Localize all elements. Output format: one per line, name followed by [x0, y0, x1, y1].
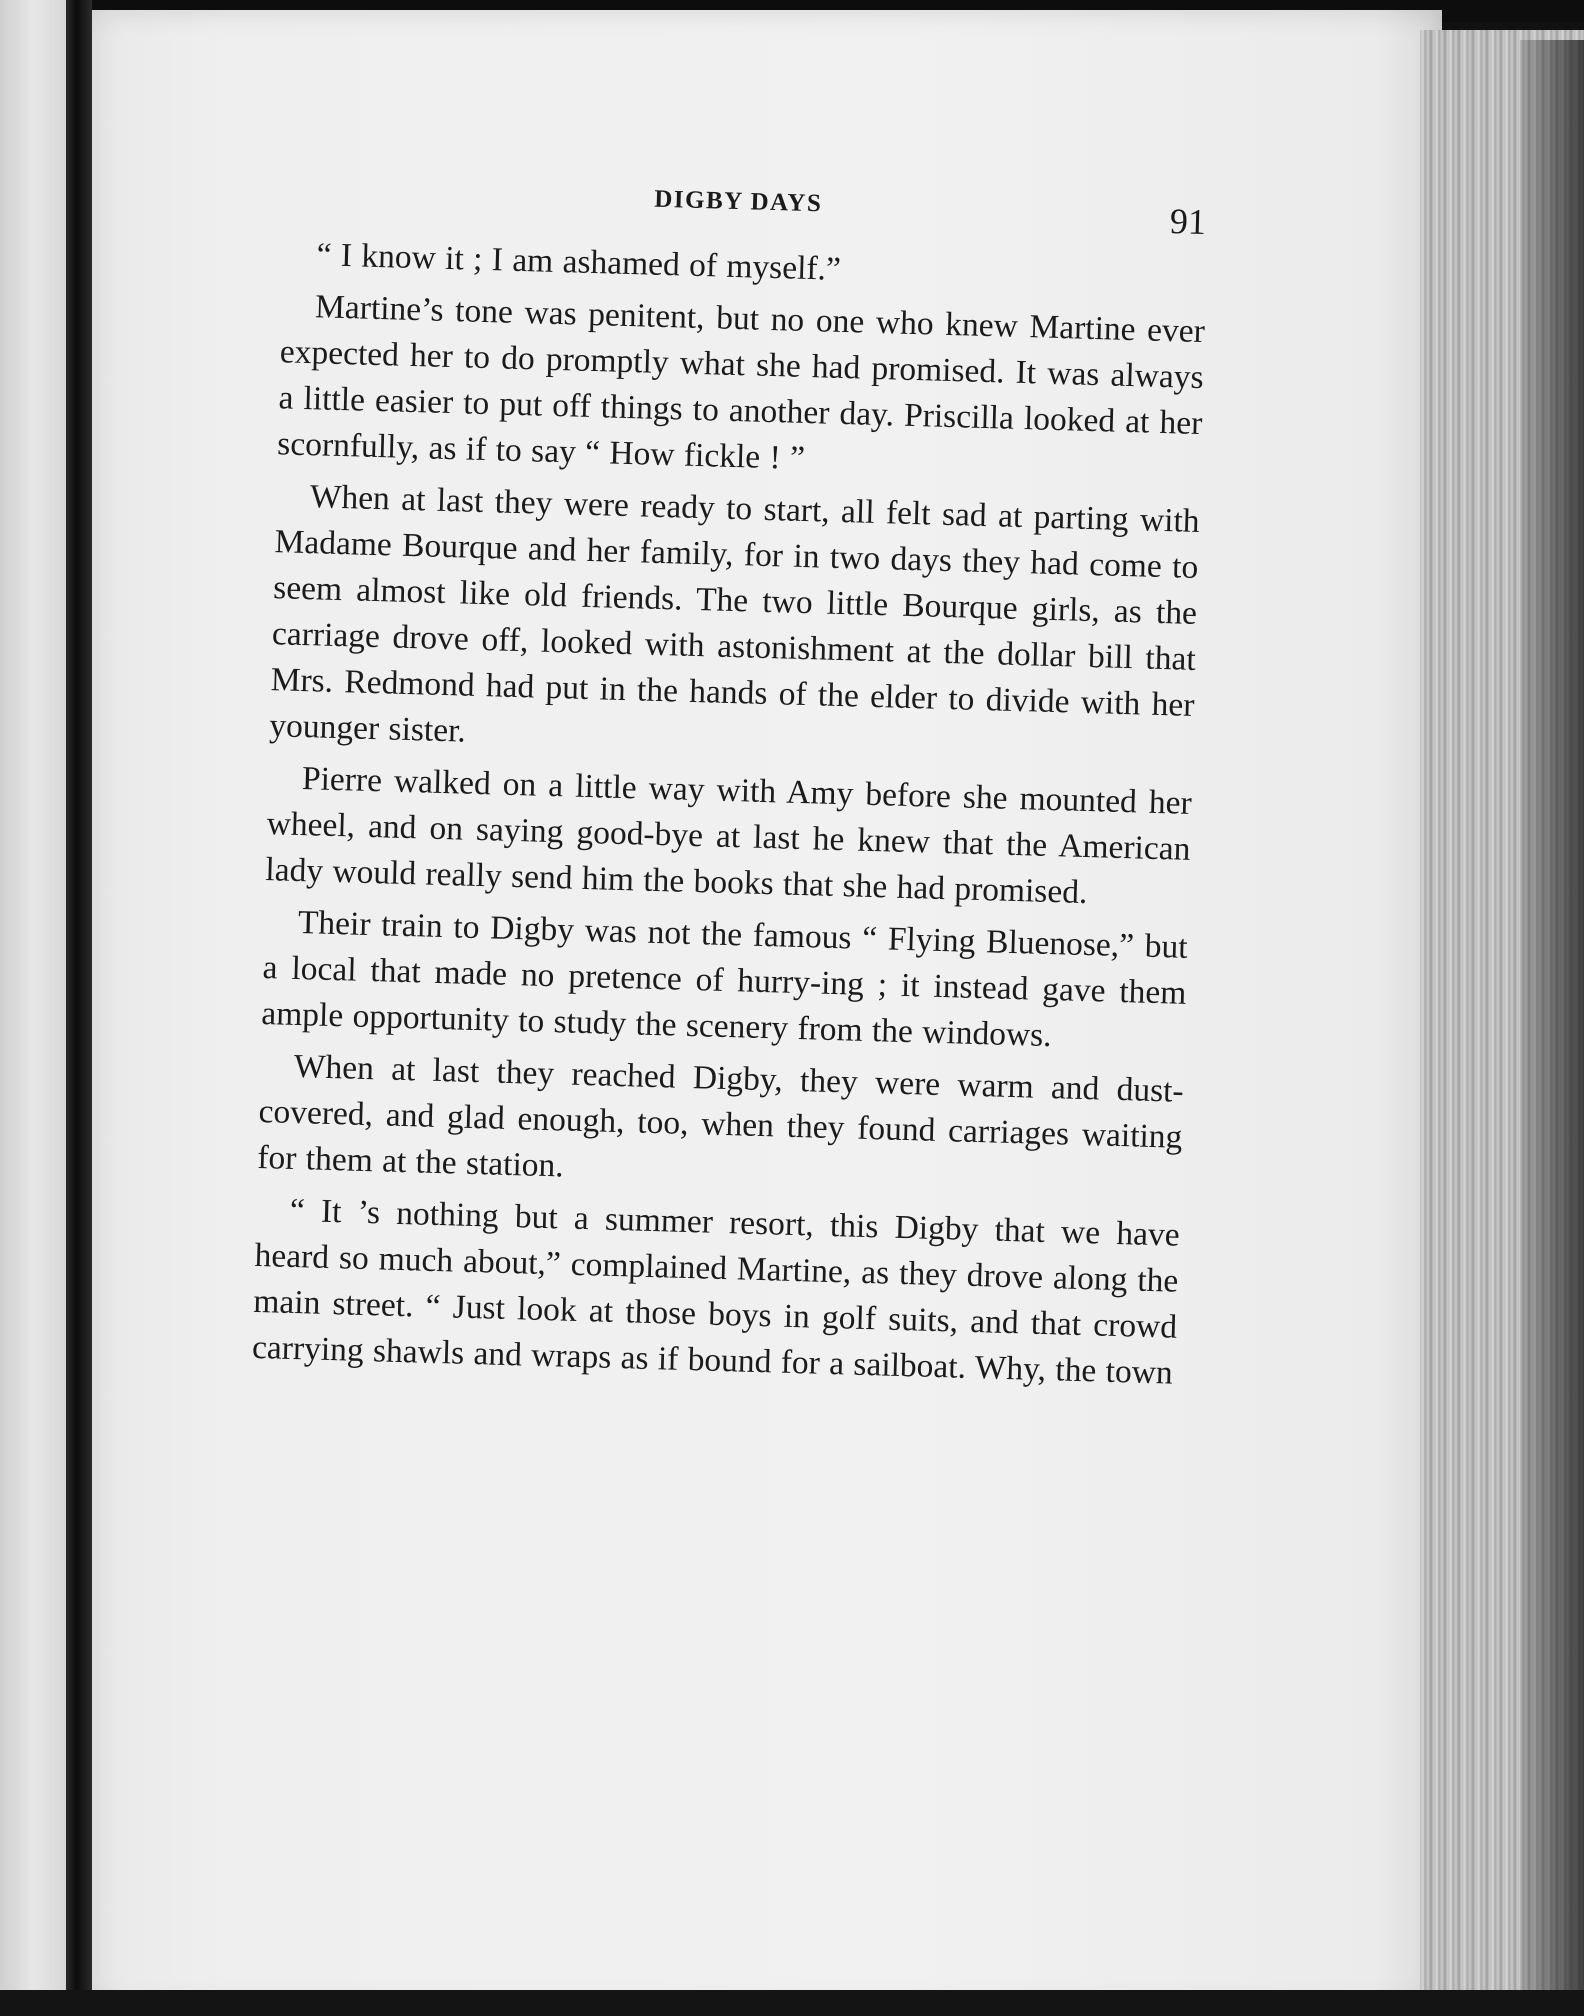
paragraph: When at last they reached Digby, they were warm and dust-covered, and glad enough, too, when they found carriages waiting for them at the station. — [256, 1047, 1185, 1185]
running-head-title: DIGBY DAYS — [653, 185, 823, 218]
facing-page-edge — [0, 0, 66, 2016]
book-gutter — [66, 0, 92, 2016]
paragraph: “ I know it ; I am ashamed of myself.” — [316, 236, 842, 288]
page-number: 91 — [1169, 201, 1207, 243]
paragraph: “ It ’s nothing but a summer resort, this Digby that we have heard so much about,” complained Martine, as they drove along the main street. “ Just look at those boys in golf suits, and that crowd carrying shawls and wraps as if bound for a sailboat. Why, the town — [251, 1191, 1181, 1392]
page-stack-shadow — [1520, 40, 1584, 2016]
paragraph: When at last they were ready to start, all felt sad at parting with Madame Bourque and her family, for in two days they had come to seem almost like old friends. The two little Bourque girls, as the carriage drove off, looked with astonishment at the dollar bill that Mrs. Redmond had put in the hands of the elder to divide with her younger sister. — [268, 478, 1201, 750]
paragraph: Pierre walked on a little way with Amy before she mounted her wheel, and on saying good-bye at last he knew that the American lady would really send him the books that she had promised. — [264, 760, 1193, 912]
paragraph: Their train to Digby was not the famous “ Flying Bluenose,” but a local that made no pretence of hurry-ing ; it instead gave them ample opportunity to study the scenery from the windows. — [260, 903, 1189, 1055]
page-text-block — [251, 167, 1208, 1402]
paragraph: Martine’s tone was penitent, but no one who knew Martine ever expected her to do promptly what she had promised. It was always a little easier to put off things to another day. Priscilla looked at her scornfully, as if to say “ How fickle ! ” — [276, 288, 1206, 477]
scan-bottom-edge — [0, 1990, 1584, 2016]
